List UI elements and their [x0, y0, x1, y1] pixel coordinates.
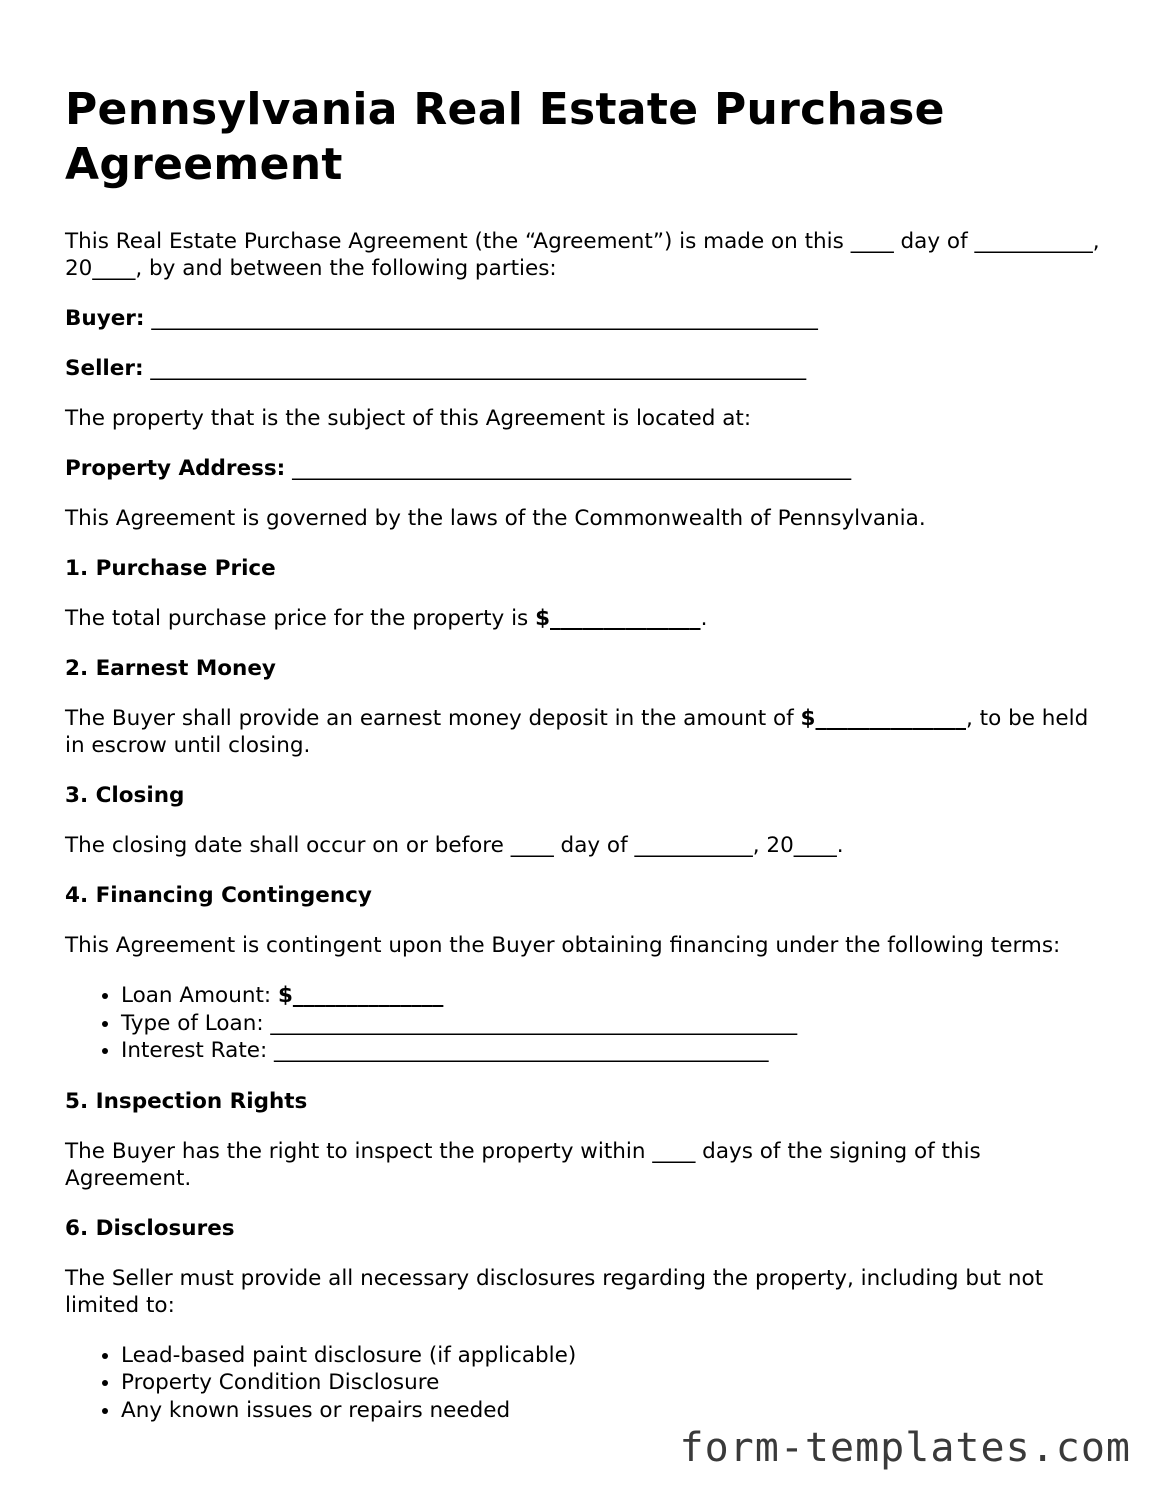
- list-item: • Lead-based paint disclosure (if applicable): [121, 1342, 1105, 1370]
- document-page: [65, 82, 1105, 1447]
- section-heading-closing: 3. Closing: [65, 783, 185, 808]
- list-item-loan-amount: [121, 982, 1105, 1010]
- seller-field: [65, 355, 1105, 382]
- loan-amount-label: Loan Amount:: [121, 983, 278, 1008]
- section-heading-financing: 4. Financing Contingency: [65, 883, 372, 908]
- seller-blank[interactable]: _____________________________________________________________: [143, 356, 807, 381]
- document-title: Pennsylvania Real Estate Purchase Agreement: [65, 84, 945, 190]
- earnest-money-end: , to be held in escrow until closing.: [65, 706, 1089, 758]
- list-item: • Any known issues or repairs needed: [121, 1397, 1105, 1425]
- inspection-paragraph: The Buyer has the right to inspect the property within ____ days of the signing of this Agreement.: [65, 1138, 981, 1191]
- intro-paragraph: This Real Estate Purchase Agreement (the “Agreement”) is made on this ____ day of ___________, 20____, by and between the following parties:: [65, 229, 1100, 281]
- section-heading-disclosures: 6. Disclosures: [65, 1215, 235, 1241]
- buyer-field: [65, 305, 1105, 332]
- loan-amount-blank[interactable]: $______________: [277, 983, 444, 1008]
- purchase-price-text: The total purchase price for the property is: [65, 606, 536, 631]
- property-intro: The property that is the subject of this Agreement is located at:: [65, 406, 752, 431]
- closing-paragraph: The closing date shall occur on or before ____ day of ___________, 20____.: [65, 833, 844, 858]
- list-item-interest-rate[interactable]: • Interest Rate: ______________________________________________: [121, 1037, 1105, 1065]
- buyer-blank[interactable]: ______________________________________________________________: [144, 306, 818, 331]
- section-heading-inspection: 5. Inspection Rights: [65, 1088, 308, 1114]
- disclosures-paragraph: The Seller must provide all necessary disclosures regarding the property, including but not limited to:: [65, 1265, 1044, 1318]
- property-address-label: Property Address:: [65, 456, 286, 481]
- property-address-blank[interactable]: ____________________________________________________: [285, 456, 852, 481]
- list-item-loan-type[interactable]: • Type of Loan: _________________________________________________: [121, 1010, 1105, 1038]
- financing-terms-list: [65, 982, 1105, 1065]
- section-heading-earnest-money: 2. Earnest Money: [65, 656, 276, 681]
- watermark: form-templates.com: [679, 1425, 1131, 1471]
- purchase-price-end: .: [700, 606, 708, 631]
- property-address-field: [65, 455, 1105, 482]
- purchase-price-paragraph: [65, 605, 1105, 632]
- earnest-money-text: The Buyer shall provide an earnest money deposit in the amount of: [65, 706, 801, 731]
- purchase-price-blank[interactable]: $______________: [535, 606, 701, 631]
- seller-label: Seller:: [65, 356, 144, 381]
- earnest-money-blank[interactable]: $______________: [800, 706, 966, 731]
- list-item: • Property Condition Disclosure: [121, 1369, 1105, 1397]
- section-heading-purchase-price: 1. Purchase Price: [65, 556, 276, 581]
- governing-law: This Agreement is governed by the laws of the Commonwealth of Pennsylvania.: [65, 506, 926, 531]
- earnest-money-paragraph: [65, 705, 1105, 759]
- financing-paragraph: This Agreement is contingent upon the Buyer obtaining financing under the following terms:: [65, 933, 1061, 958]
- buyer-label: Buyer:: [65, 306, 145, 331]
- disclosures-list: [65, 1342, 1105, 1425]
